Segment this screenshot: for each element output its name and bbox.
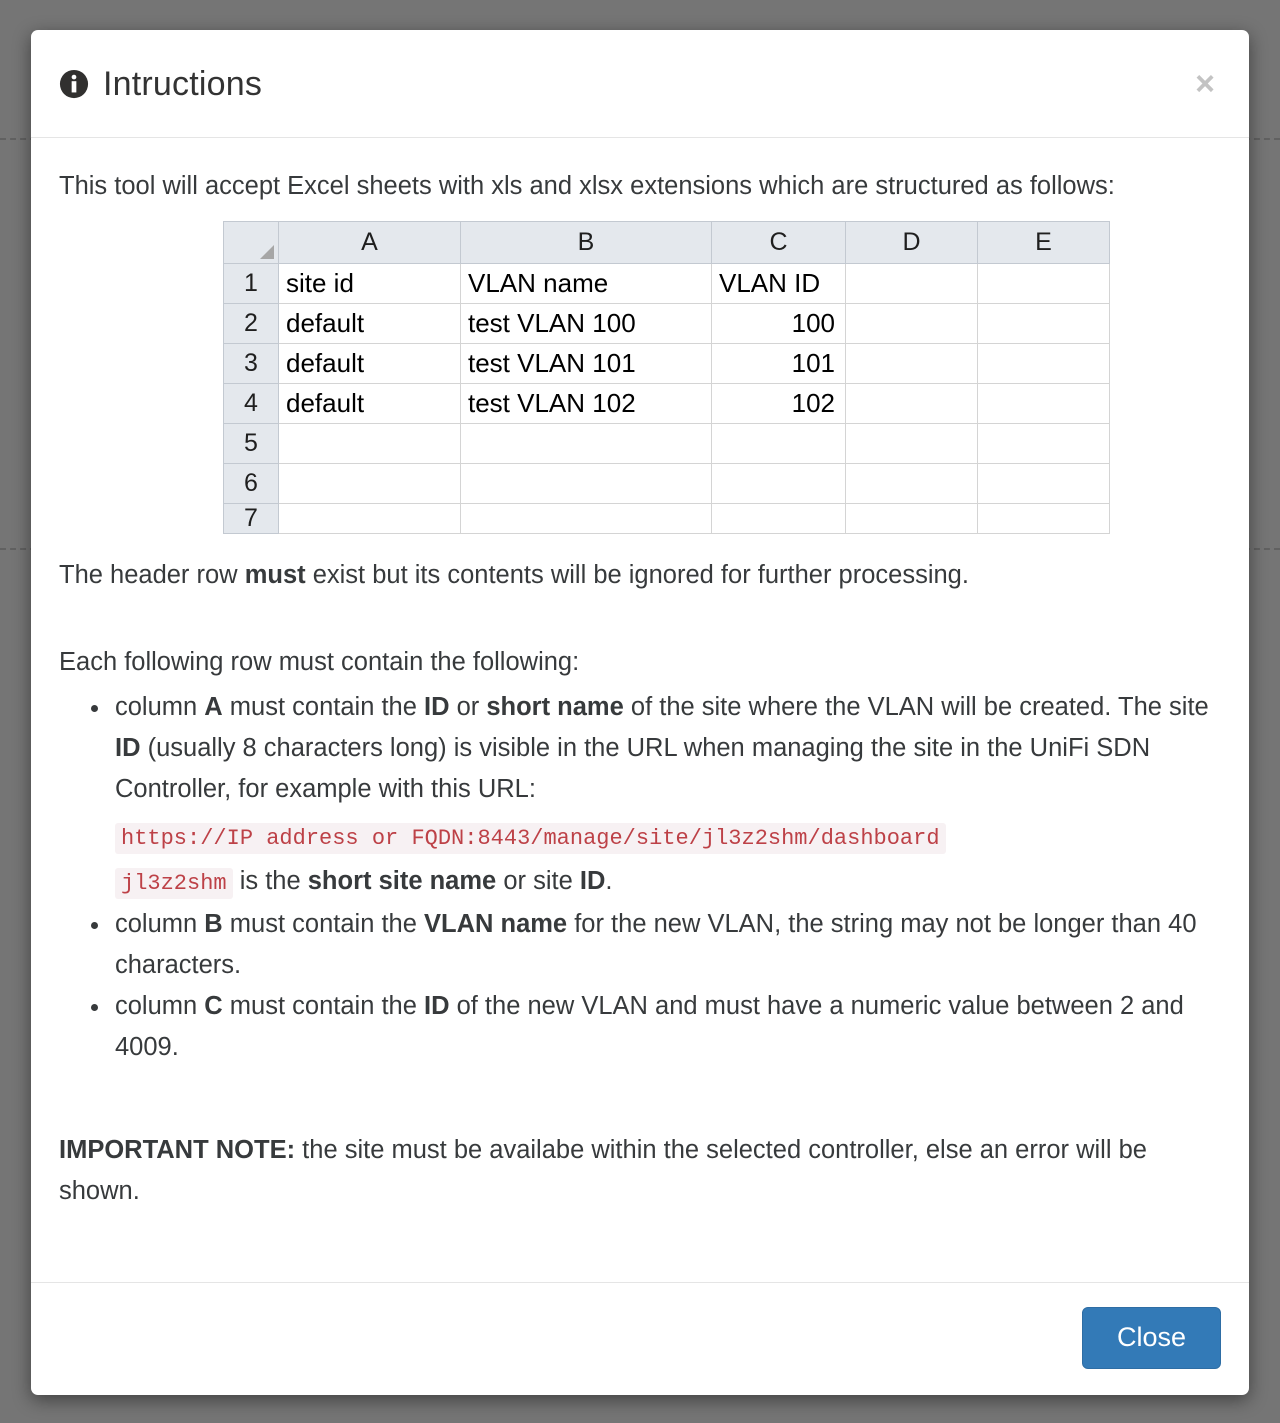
cell-a2: default [279,304,461,344]
cell-d4 [846,384,978,424]
bullet-column-c [111,986,1221,1068]
example-url-line [115,816,1221,859]
bullet-a-id: ID [424,693,450,721]
row-number: 3 [224,344,279,384]
cell-d1 [846,264,978,304]
important-note [59,1130,1159,1212]
table-row [224,344,1110,384]
cell-b4: test VLAN 102 [461,384,712,424]
table-row [224,464,1110,504]
bullet-a-seg4: of the site where the VLAN will be created. The site [623,693,1209,721]
cell-e3 [978,344,1110,384]
cell-a7 [279,504,461,534]
cell-e7 [978,504,1110,534]
cell-d2 [846,304,978,344]
site-id-code: jl3z2shm [115,868,233,899]
cell-b6 [461,464,712,504]
table-row [224,264,1110,304]
row-number: 1 [224,264,279,304]
cell-c2: 100 [712,304,846,344]
cell-c7 [712,504,846,534]
cell-b3: test VLAN 101 [461,344,712,384]
cell-d7 [846,504,978,534]
cell-a4: default [279,384,461,424]
row-number: 2 [224,304,279,344]
bullet-a-seg3: or [449,693,487,721]
bullet-b-seg2: must contain the [222,910,424,938]
cell-b7 [461,504,712,534]
important-note-text: the site must be availabe within the selected controller, else an error will be shown. [59,1136,1147,1205]
bullet-b-seg3: for the new VLAN, the string may not be longer than 40 characters. [115,910,1197,979]
cell-c1: VLAN ID [712,264,846,304]
modal-title-group [59,64,263,103]
spreadsheet-example-image [59,221,1052,532]
bullet-a-tail1: is the [232,867,308,895]
bullet-c-col: C [204,992,223,1020]
column-header-b: B [461,222,712,264]
cell-e5 [978,424,1110,464]
requirements-list [59,687,1221,1068]
close-button[interactable]: Close [1082,1307,1221,1369]
cell-c4: 102 [712,384,846,424]
bullet-c-seg2: must contain the [222,992,424,1020]
modal-body [31,138,1249,1282]
modal-footer [31,1282,1249,1395]
row-number: 5 [224,424,279,464]
cell-e4 [978,384,1110,424]
cell-c6 [712,464,846,504]
cell-a3: default [279,344,461,384]
table-row [224,424,1110,464]
bullet-a-id2: ID [115,734,141,762]
cell-a5 [279,424,461,464]
page-title: Intructions [103,64,263,103]
bullet-a-id3: ID [579,867,606,895]
bullet-a-tail2: or site [496,867,580,895]
column-header-a: A [279,222,461,264]
bullet-b-seg1: column [115,910,205,938]
column-header-d: D [846,222,978,264]
cell-b2: test VLAN 100 [461,304,712,344]
table-row [224,384,1110,424]
cell-d5 [846,424,978,464]
table-row [224,504,1110,534]
modal-header [31,30,1249,138]
bullet-a-seg1: column [115,693,205,721]
instructions-modal [31,30,1249,1395]
table-row [224,304,1110,344]
close-icon[interactable]: × [1189,67,1221,101]
bullet-a-tail3: . [605,867,613,895]
header-note-emphasis: must [244,561,306,589]
important-note-label: IMPORTANT NOTE: [59,1136,296,1164]
bullet-c-id: ID [424,992,450,1020]
header-row-note [59,555,1159,596]
bullet-a-seg5: (usually 8 characters long) is visible in the URL when managing the site in the UniFi SDN Controller, for example with this URL: [115,734,1151,803]
cell-c3: 101 [712,344,846,384]
header-note-post: exist but its contents will be ignored for further processing. [305,561,969,589]
header-note-pre: The header row [59,561,245,589]
cell-b1: VLAN name [461,264,712,304]
intro-paragraph: This tool will accept Excel sheets with xls and xlsx extensions which are structured as follows: [59,172,1115,200]
bullet-a-shortsitename: short site name [307,867,497,895]
bullet-c-seg1: column [115,992,205,1020]
bullet-column-b [111,904,1221,986]
bullet-c-seg3: of the new VLAN and must have a numeric value between 2 and 4009. [115,992,1184,1061]
bullet-b-vlanname: VLAN name [424,910,568,938]
column-header-c: C [712,222,846,264]
bullet-a-shortname: short name [486,693,624,721]
cell-b5 [461,424,712,464]
cell-d3 [846,344,978,384]
select-all-triangle-icon [224,222,279,264]
row-number: 7 [224,504,279,534]
cell-a6 [279,464,461,504]
cell-d6 [846,464,978,504]
spreadsheet-column-header-row [224,222,1110,264]
row-number: 6 [224,464,279,504]
cell-e1 [978,264,1110,304]
each-row-intro: Each following row must contain the following: [59,648,580,676]
cell-e2 [978,304,1110,344]
example-url-code: https://IP address or FQDN:8443/manage/site/jl3z2shm/dashboard [115,823,946,854]
bullet-column-a [111,687,1221,904]
spreadsheet-table [223,221,1110,534]
cell-c5 [712,424,846,464]
bullet-a-seg2: must contain the [222,693,424,721]
site-id-explanation-line [115,861,1221,904]
row-number: 4 [224,384,279,424]
bullet-a-col: A [204,693,223,721]
cell-a1: site id [279,264,461,304]
cell-e6 [978,464,1110,504]
info-circle-icon [59,69,89,99]
column-header-e: E [978,222,1110,264]
bullet-b-col: B [204,910,223,938]
